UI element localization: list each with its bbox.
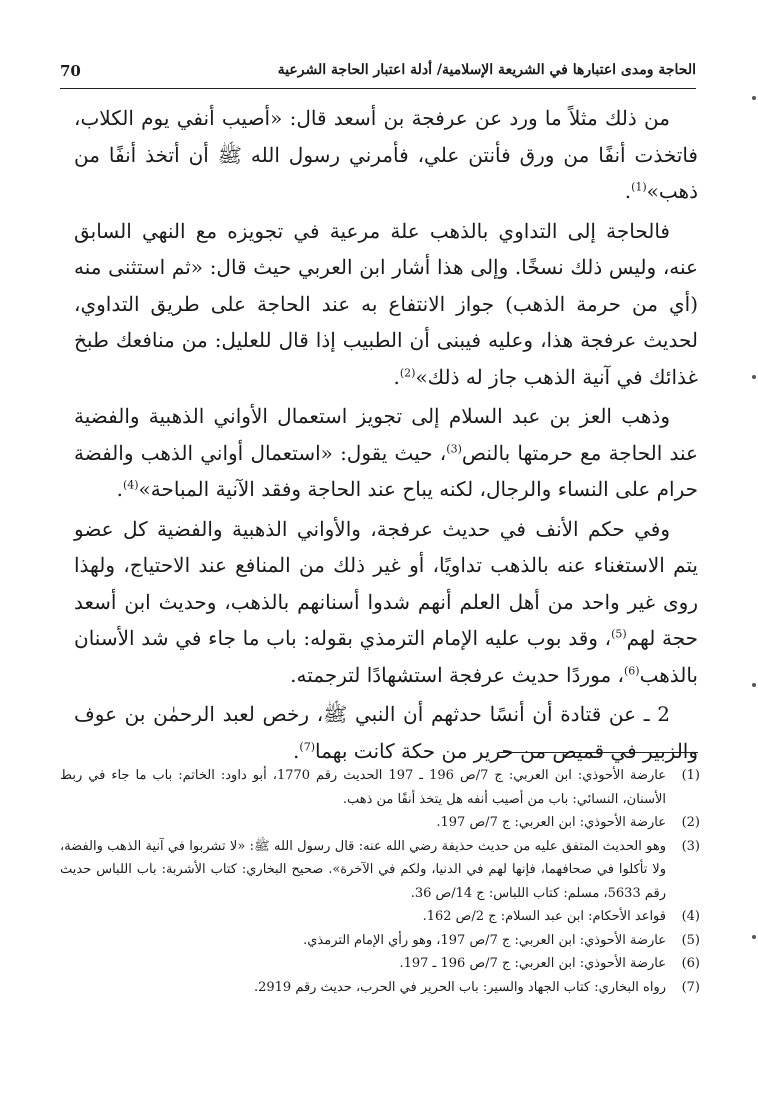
footnote-text: عارضة الأحوذي: ابن العربي: ج 7/ص 196 ـ 197 الحديث رقم 1770، أبو داود: الخاتم: باب ما جاء في ربط الأسنان، النسائي: باب من أصيب أنفه هل يتخذ أنفًا من ذهب. bbox=[60, 768, 667, 807]
margin-mark bbox=[752, 935, 756, 939]
footnote-ref[interactable]: (1) bbox=[631, 180, 647, 194]
footnote-text: عارضة الأحوذي: ابن العربي: ج 7/ص 197، وهو رأي الإمام الترمذي. bbox=[303, 932, 666, 948]
paragraph: وفي حكم الأنف في حديث عرفجة، والأواني الذهبية والفضية كل عضو يتم الاستغناء عنه بالذهب تداويًا، أو غير ذلك من المنافع عند الاحتياج، ولهذا روى غير واحد من أهل العلم أنهم شدوا أسنانهم بالذهب، وحديث ابن أسعد حجة لهم$^{(5)}$، وقد بوب عليه الإمام الترمذي بقوله: باب ما جاء في شد الأسنان بالذهب$^{(6)}$، موردًا حديث عرفجة استشهادًا لترجمته. bbox=[74, 516, 698, 687]
main-text bbox=[74, 100, 698, 772]
footnote bbox=[60, 976, 700, 1000]
paragraph: وذهب العز بن عبد السلام إلى تجويز استعمال الأواني الذهبية والفضية عند الحاجة مع حرمتها بالنص$^{(3)}$، حيث يقول: «استعمال أواني الذهب والفضة حرام على النساء والرجال، لكنه يباح عند الحاجة وفقد الآنية المباحة»$^{(4)}$. bbox=[74, 404, 698, 501]
footnote-ref[interactable]: (6) bbox=[623, 663, 640, 677]
margin-mark bbox=[752, 96, 756, 100]
page-number: 70 bbox=[60, 62, 81, 80]
footnote-text: عارضة الأحوذي: ابن العربي: ج 7/ص 197. bbox=[436, 815, 666, 830]
footnote bbox=[60, 811, 700, 835]
footnote-separator bbox=[498, 752, 698, 753]
footnote-number: (7) bbox=[681, 979, 700, 995]
footnote-text: قواعد الأحكام: ابن عبد السلام: ج 2/ص 162. bbox=[422, 909, 666, 924]
footnote-number: (2) bbox=[681, 815, 700, 830]
footnote bbox=[60, 905, 700, 929]
footnotes bbox=[60, 764, 700, 999]
paragraph: من ذلك مثلاً ما ورد عن عرفجة بن أسعد قال: «أصيب أنفي يوم الكلاب، فاتخذت أنفًا من ورق فأنتن علي، فأمرني رسول الله ﷺ أن أتخذ أنفًا من ذهب»$^{(1)}$. bbox=[74, 106, 698, 203]
footnote bbox=[60, 764, 700, 811]
footnote-number: (3) bbox=[681, 838, 700, 854]
footnote-number: (4) bbox=[681, 909, 700, 924]
page-header bbox=[60, 60, 696, 89]
paragraph: 2 ـ عن قتادة أن أنسًا حدثهم أن النبي ﷺ، رخص لعبد الرحمٰن بن عوف والزبير في قميص من حرير من حكة كانت بهما$^{(7)}$. bbox=[74, 702, 698, 763]
footnote-ref[interactable]: (2) bbox=[399, 365, 416, 379]
footnote-ref[interactable]: (4) bbox=[122, 478, 139, 492]
footnote-number: (1) bbox=[681, 768, 700, 783]
footnote bbox=[60, 835, 700, 906]
running-title: الحاجة ومدى اعتبارها في الشريعة الإسلامية/ أدلة اعتبار الحاجة الشرعية bbox=[277, 62, 696, 78]
footnote-text: عارضة الأحوذي: ابن العربي: ج 7/ص 196 ـ 197. bbox=[399, 956, 666, 971]
footnote bbox=[60, 952, 700, 976]
footnote-text: وهو الحديث المتفق عليه من حديث حذيفة رضي الله عنه: قال رسول الله ﷺ: «لا تشربوا في آنية الذهب والفضة، ولا تأكلوا في صحافهما، فإنها لهم في الدنيا، ولكم في الآخرة». صحيح البخاري: كتاب الأشربة: باب اللباس حديث رقم 5633، مسلم: كتاب اللباس: ج 14/ص 36. bbox=[60, 838, 666, 901]
footnote-ref[interactable]: (3) bbox=[446, 441, 462, 455]
paragraph: فالحاجة إلى التداوي بالذهب علة مرعية في تجويزه مع النهي السابق عنه، وليس ذلك نسخًا. وإلى هذا أشار ابن العربي حيث قال: «ثم استثنى منه (أي من حرمة الذهب) جواز الانتفاع به عند الحاجة على طريق التداوي، لحديث عرفجة هذا، وعليه فيبنى أن الطبيب إذا قال للعليل: من منافعك طبخ غذائك في آنية الذهب جاز له ذلك»$^{(2)}$. bbox=[74, 218, 698, 389]
footnote-number: (5) bbox=[681, 932, 700, 948]
footnote bbox=[60, 929, 700, 953]
footnote-text: رواه البخاري: كتاب الجهاد والسير: باب الحرير في الحرب، حديث رقم 2919. bbox=[253, 979, 666, 995]
margin-mark bbox=[752, 375, 756, 379]
footnote-ref[interactable]: (5) bbox=[611, 627, 627, 641]
footnote-number: (6) bbox=[681, 956, 700, 971]
margin-mark bbox=[752, 683, 756, 687]
footnote-ref[interactable]: (7) bbox=[299, 739, 315, 753]
